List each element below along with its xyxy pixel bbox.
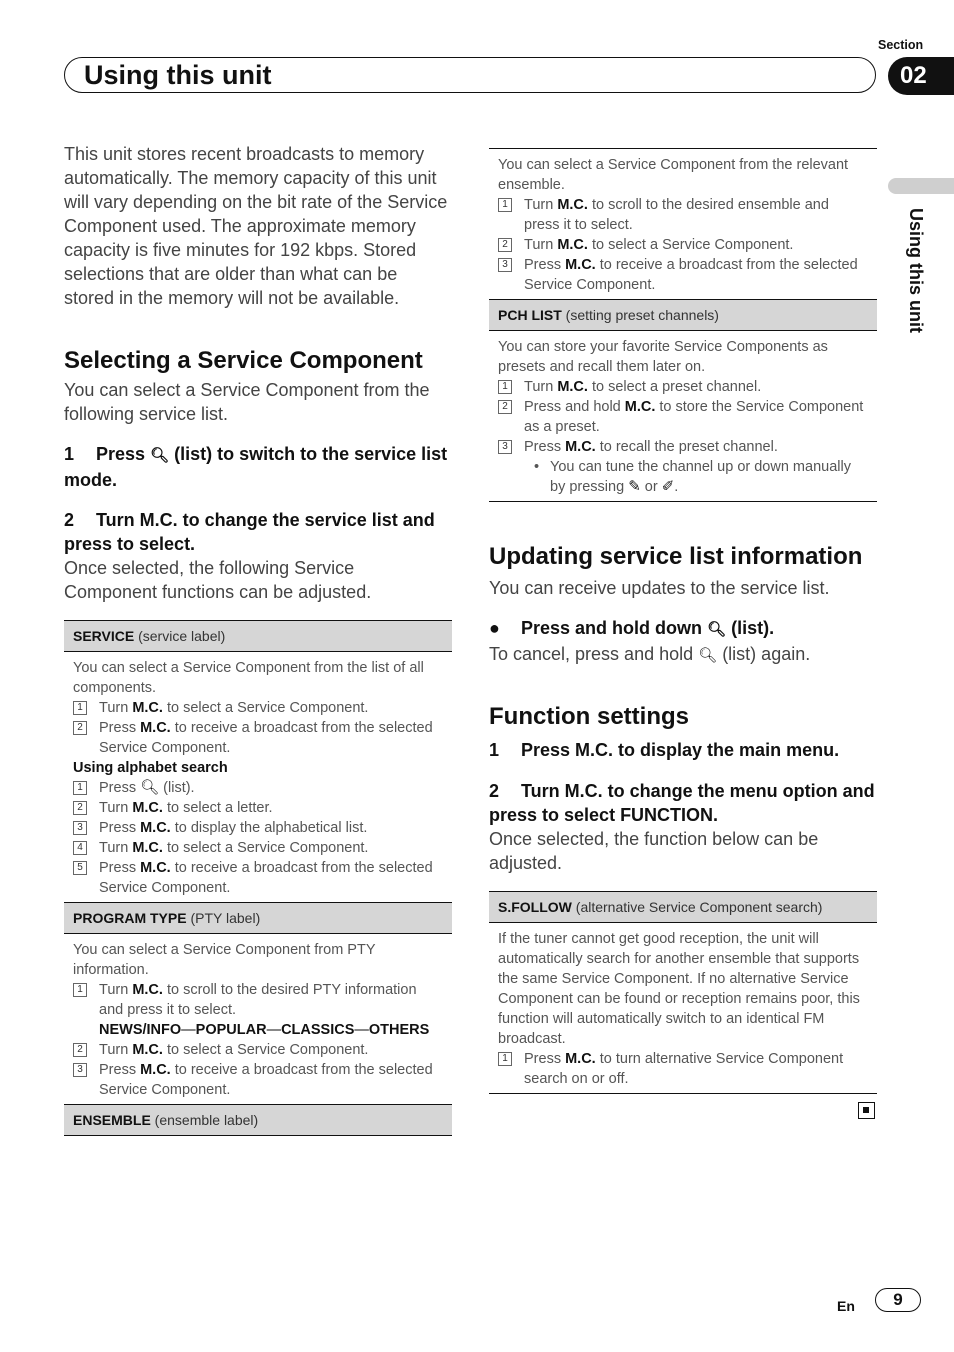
item-text: Press xyxy=(524,257,566,273)
item-text: to scroll to the desired ensemble and press it to select. xyxy=(524,197,829,233)
table-header-note: (setting preset channels) xyxy=(561,307,719,323)
table-desc: You can select a Service Component from the relevant ensemble. xyxy=(498,157,849,193)
item-text: . xyxy=(674,479,679,495)
step-text: Press M.C. to display the main menu. xyxy=(521,740,840,760)
pty-category: NEWS/INFO xyxy=(99,1022,182,1038)
language-label: En xyxy=(837,1298,855,1314)
step-box: 1 xyxy=(498,198,512,212)
item-text: Turn xyxy=(99,700,133,716)
item-key: M.C. xyxy=(624,399,656,415)
item-key: M.C. xyxy=(557,379,588,395)
sfollow-table xyxy=(489,891,877,1094)
step-box: 2 xyxy=(73,801,87,815)
item-text: Turn xyxy=(524,379,558,395)
page-number: 9 xyxy=(875,1288,921,1312)
table-header-label: SERVICE xyxy=(73,628,135,644)
updating-desc: You can receive updates to the service list. xyxy=(489,578,830,598)
step-box: 1 xyxy=(498,1052,512,1066)
item-text: Press xyxy=(99,780,141,796)
item-key: M.C. xyxy=(565,257,596,273)
table-header-label: PROGRAM TYPE xyxy=(73,910,187,926)
step-1 xyxy=(64,442,452,492)
list-item xyxy=(73,798,443,818)
step-box: 3 xyxy=(498,440,512,454)
list-item xyxy=(73,838,443,858)
table-header-label: PCH LIST xyxy=(498,307,562,323)
search-icon: 🔍︎ xyxy=(698,647,718,664)
table-header-label: ENSEMBLE xyxy=(73,1112,151,1128)
table-body xyxy=(64,934,452,1104)
item-text: Turn xyxy=(524,197,558,213)
list-item xyxy=(498,437,868,457)
list-item xyxy=(73,778,443,798)
step-box: 1 xyxy=(73,983,87,997)
table-header xyxy=(489,299,877,331)
updating-step xyxy=(489,616,877,642)
table-desc: You can select a Service Component from PTY information. xyxy=(73,942,376,978)
ensemble-table-continued xyxy=(489,148,877,299)
table-desc: If the tuner cannot get good reception, the unit will automatically search for another ensemble that supports the same Service Component. If no alternative Service Component can be found or reception remains poor, this function will automatically switch to an identical FM broadcast. xyxy=(498,931,860,1047)
step-text: (list) to switch to the service list mode. xyxy=(64,444,448,490)
table-body xyxy=(489,923,877,1093)
item-text: Turn xyxy=(99,1042,133,1058)
list-item xyxy=(73,818,443,838)
list-item xyxy=(498,195,868,235)
item-text: to select a preset channel. xyxy=(587,379,762,395)
table-header-label: S.FOLLOW xyxy=(498,899,572,915)
search-icon: 🔍︎ xyxy=(707,621,727,638)
item-key: M.C. xyxy=(565,1051,596,1067)
item-text: Press xyxy=(99,860,141,876)
item-text: Turn xyxy=(99,840,133,856)
step-box: 4 xyxy=(73,841,87,855)
pty-table xyxy=(64,902,452,1104)
item-text: to select a letter. xyxy=(162,800,273,816)
step-number: 1 xyxy=(489,740,500,760)
step-text: Turn M.C. to change the menu option and press to select FUNCTION. xyxy=(489,781,875,825)
item-text: to select a Service Component. xyxy=(162,700,369,716)
step-number: 1 xyxy=(64,444,75,464)
item-text: You can tune the channel up or down manually by pressing xyxy=(550,459,851,495)
item-key: M.C. xyxy=(132,800,163,816)
step-box: 3 xyxy=(73,1063,87,1077)
function-step-2-desc: Once selected, the function below can be adjusted. xyxy=(489,829,819,873)
separator: — xyxy=(354,1022,369,1038)
step-box: 2 xyxy=(498,238,512,252)
table-body xyxy=(64,652,452,902)
table-header-note: (PTY label) xyxy=(186,910,261,926)
item-text: Turn xyxy=(524,237,558,253)
list-item xyxy=(73,980,443,1020)
list-item xyxy=(498,1049,868,1089)
step-text: (list). xyxy=(726,618,775,638)
item-key: M.C. xyxy=(557,237,588,253)
step-box: 1 xyxy=(498,380,512,394)
item-text: to display the alphabetical list. xyxy=(170,820,368,836)
separator: — xyxy=(266,1022,282,1038)
ensemble-table-header xyxy=(64,1104,452,1136)
list-item xyxy=(73,858,443,898)
section-number-badge: 02 xyxy=(888,57,954,95)
item-key: M.C. xyxy=(140,720,171,736)
list-item xyxy=(73,698,443,718)
item-key: M.C. xyxy=(132,700,163,716)
service-table xyxy=(64,620,452,902)
section-label: Section xyxy=(878,38,924,52)
heading-function-settings: Function settings xyxy=(489,703,689,730)
step-text: Press xyxy=(96,444,151,464)
list-item xyxy=(73,718,443,758)
table-body xyxy=(489,331,877,501)
step-2-desc: Once selected, the following Service Component functions can be adjusted. xyxy=(64,558,372,602)
list-item xyxy=(498,377,868,397)
item-text: to select a Service Component. xyxy=(162,840,369,856)
list-item xyxy=(73,1040,443,1060)
item-key: M.C. xyxy=(132,1042,163,1058)
bullet-dot: • xyxy=(534,459,540,475)
item-key: M.C. xyxy=(140,860,171,876)
item-text: to receive a broadcast from the selected Service Component. xyxy=(99,860,433,896)
step-number: 2 xyxy=(489,781,500,801)
title-bar xyxy=(64,57,876,93)
intro-paragraph: This unit stores recent broadcasts to memory automatically. The memory capacity of this unit will vary depending on the bit rate of the Service Component used. The approximate memory capacity is five minutes for 192 kbps. Stored selections that are older than what can be stored in the memory will not be available. xyxy=(64,144,448,308)
side-tab-text: Using this unit xyxy=(906,208,926,333)
table-header xyxy=(64,902,452,934)
cancel-text: (list) again. xyxy=(717,644,811,664)
table-body xyxy=(489,149,877,299)
step-box: 2 xyxy=(498,400,512,414)
step-2 xyxy=(64,508,452,556)
bullet-note xyxy=(498,457,868,497)
step-box: 2 xyxy=(73,1043,87,1057)
list-item xyxy=(498,235,868,255)
separator: — xyxy=(181,1022,196,1038)
table-header-note: (service label) xyxy=(134,628,226,644)
pty-category: OTHERS xyxy=(368,1022,430,1038)
right-column xyxy=(489,148,877,1094)
search-icon: 🔍︎ xyxy=(150,447,170,464)
step-box: 1 xyxy=(73,781,87,795)
step-box: 3 xyxy=(73,821,87,835)
list-item xyxy=(498,397,868,437)
pty-category: CLASSICS xyxy=(281,1022,355,1038)
tune-down-icon: ✐ xyxy=(661,478,675,495)
item-text: to receive a broadcast from the selected Service Component. xyxy=(99,720,433,756)
table-desc: You can store your favorite Service Components as presets and recall them later on. xyxy=(498,339,828,375)
item-text: to store the Service Component as a preset. xyxy=(524,399,864,435)
list-item xyxy=(498,255,868,295)
heading-selecting-service: Selecting a Service Component xyxy=(64,347,423,374)
heading-updating-service-list: Updating service list information xyxy=(489,543,863,570)
item-text: Press xyxy=(99,1062,141,1078)
search-icon: 🔍︎ xyxy=(140,779,160,796)
item-text: to receive a broadcast from the selected Service Component. xyxy=(99,1062,433,1098)
item-key: M.C. xyxy=(132,982,163,998)
selecting-desc: You can select a Service Component from the following service list. xyxy=(64,380,430,424)
side-tab-marker xyxy=(888,178,954,194)
step-text: Press and hold down xyxy=(521,618,708,638)
end-of-section-icon xyxy=(858,1102,875,1119)
item-text: Turn xyxy=(99,982,133,998)
item-text: Press xyxy=(524,1051,566,1067)
table-desc: You can select a Service Component from the list of all components. xyxy=(73,660,424,696)
left-column xyxy=(64,142,452,1136)
item-key: M.C. xyxy=(557,197,588,213)
item-text: to turn alternative Service Component search on or off. xyxy=(524,1051,844,1087)
item-text: or xyxy=(640,479,662,495)
step-box: 5 xyxy=(73,861,87,875)
item-text: (list). xyxy=(159,780,195,796)
function-step-1 xyxy=(489,738,877,762)
item-text: Press and hold xyxy=(524,399,625,415)
alphabet-search-heading: Using alphabet search xyxy=(73,760,228,776)
item-text: to select a Service Component. xyxy=(587,237,794,253)
item-text: Press xyxy=(99,820,141,836)
item-key: M.C. xyxy=(140,1062,171,1078)
step-number: 2 xyxy=(64,510,75,530)
pty-category: POPULAR xyxy=(195,1022,267,1038)
pty-categories xyxy=(73,1020,443,1040)
item-text: to select a Service Component. xyxy=(162,1042,369,1058)
step-text: Turn M.C. to change the service list and press to select. xyxy=(64,510,435,554)
pch-table xyxy=(489,299,877,502)
item-key: M.C. xyxy=(140,820,171,836)
item-key: M.C. xyxy=(565,439,596,455)
step-box: 3 xyxy=(498,258,512,272)
tune-up-icon: ✎ xyxy=(628,478,641,495)
list-item xyxy=(73,1060,443,1100)
table-header xyxy=(489,891,877,923)
page-title: Using this unit xyxy=(84,60,272,90)
item-text: to receive a broadcast from the selected Service Component. xyxy=(524,257,858,293)
cancel-text: To cancel, press and hold xyxy=(489,644,699,664)
updating-cancel xyxy=(489,642,877,668)
table-header-note: (ensemble label) xyxy=(150,1112,259,1128)
item-text: to recall the preset channel. xyxy=(595,439,778,455)
step-box: 2 xyxy=(73,721,87,735)
bullet-dot: ● xyxy=(489,618,500,638)
step-box: 1 xyxy=(73,701,87,715)
item-key: M.C. xyxy=(132,840,163,856)
table-header xyxy=(64,620,452,652)
item-text: to scroll to the desired PTY information and press it to select. xyxy=(99,982,417,1018)
function-step-2 xyxy=(489,779,877,827)
item-text: Turn xyxy=(99,800,133,816)
item-text: Press xyxy=(99,720,141,736)
table-header-note: (alternative Service Component search) xyxy=(571,899,823,915)
item-text: Press xyxy=(524,439,566,455)
